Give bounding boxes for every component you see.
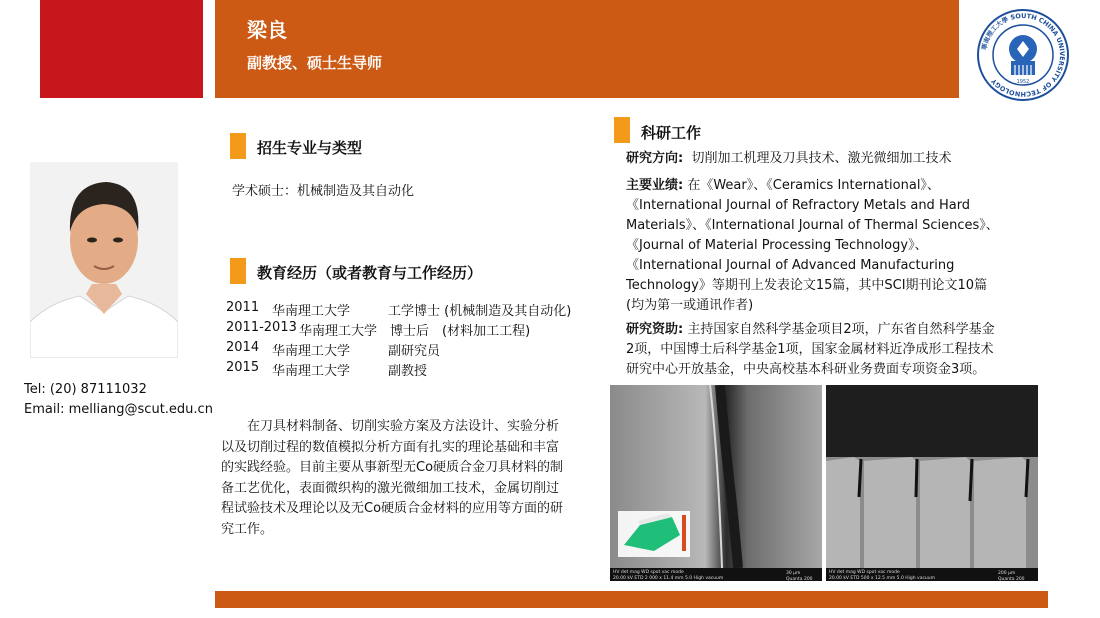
- edu-school: 华南理工大学: [272, 364, 351, 379]
- edu-role: 工学博士 (机械制造及其自动化): [388, 304, 572, 319]
- funding-line: 研究中心开放基金，中央高校基本科研业务费面专项资金3项。: [626, 362, 986, 377]
- sem-info: HV det mag WD spot vac mode: [829, 570, 900, 575]
- sem-info: HV det mag WD spot vac mode: [613, 570, 684, 575]
- admission-text: 学术硕士：机械制造及其自动化: [232, 184, 415, 199]
- funding-label: 研究资助:: [626, 322, 684, 337]
- achievement-line: Technology》等期刊上发表论文15篇，其中SCI期刊论文10篇: [626, 278, 988, 293]
- sem-scale: 30 µm: [786, 571, 801, 576]
- footer-bar: [215, 591, 1048, 608]
- person-name: 梁良: [247, 18, 287, 42]
- sem-image-microgrooves: [826, 385, 1038, 581]
- section-marker: [230, 258, 246, 284]
- profile-photo: [30, 162, 178, 358]
- logo-year: 1952: [1016, 79, 1030, 85]
- edu-year: 2015: [226, 360, 260, 375]
- direction-label: 研究方向:: [626, 151, 684, 166]
- education-heading: 教育经历（或者教育与工作经历）: [257, 264, 483, 282]
- research-funding: [626, 320, 1026, 380]
- achievement-line: Materials》、《International Journal of Thermal Sciences》、: [626, 218, 999, 233]
- funding-line: 2项，中国博士后科学基金1项，国家金属材料近净成形工程技术: [626, 342, 994, 357]
- header-banner: [215, 0, 959, 98]
- edu-school: 华南理工大学: [272, 344, 351, 359]
- research-heading: 科研工作: [641, 124, 702, 142]
- contact-tel: Tel: (20) 87111032: [24, 382, 147, 397]
- person-title: 副教授、硕士生导师: [247, 54, 383, 72]
- admission-heading: 招生专业与类型: [257, 139, 363, 157]
- university-emblem-icon: [977, 9, 1069, 101]
- edu-year: 2014: [226, 340, 260, 355]
- funding-line: 主持国家自然科学基金项目2项，广东省自然科学基金: [687, 322, 995, 337]
- sem-image-groove: [610, 385, 822, 581]
- research-achievements: [626, 176, 1026, 316]
- section-marker: [614, 117, 630, 143]
- edu-role: 副研究员: [388, 344, 441, 359]
- sem-brand: Quanta 200: [786, 577, 813, 581]
- sem-scale: 200 µm: [998, 571, 1016, 576]
- achievement-line: 《International Journal of Refractory Metals and Hard: [626, 198, 971, 213]
- research-direction: [626, 149, 1026, 169]
- sem-info2: 20.00 kV ETD 2 000 x 11.4 mm 5.0 High vacuum: [613, 576, 724, 581]
- edu-school: 华南理工大学: [272, 304, 351, 319]
- edu-role: 副教授: [388, 364, 428, 379]
- edu-role: 博士后 (材料加工工程): [390, 324, 531, 339]
- achievements-label: 主要业绩:: [626, 178, 684, 193]
- section-marker: [230, 133, 246, 159]
- red-accent-block: [40, 0, 203, 98]
- edu-school: 华南理工大学: [299, 324, 378, 339]
- sem-brand: Quanta 200: [998, 577, 1025, 581]
- surface-3d-plot-icon: [618, 511, 690, 557]
- achievement-line: 《Journal of Material Processing Technology》、: [626, 238, 928, 253]
- achievement-line: 《International Journal of Advanced Manufacturing: [626, 258, 955, 273]
- logo-ring-text: 華南理工大學 SOUTH CHINA UNIVERSITY OF TECHNOLOGY: [980, 11, 1067, 99]
- edu-year: 2011-2013: [226, 320, 297, 335]
- edu-year: 2011: [226, 300, 260, 315]
- achievement-line: 在《Wear》、《Ceramics International》、: [687, 178, 940, 193]
- direction-text: 切削加工机理及刀具技术、激光微细加工技术: [691, 151, 952, 166]
- sem-info2: 20.00 kV ETD 500 x 12.5 mm 5.0 High vacuum: [829, 576, 936, 581]
- research-description: 在刀具材料制备、切削实验方案及方法设计、实验分析以及切削过程的数值模拟分析方面有扎实的理论基础和丰富的实践经验。目前主要从事新型无Co硬质合金刀具材料的制备工艺优化，表面微织构的激光微细加工技术，金属切削过程试验技术及理论以及无Co硬质合金材料的应用等方面的研究工作。: [221, 419, 564, 537]
- achievement-line: (均为第一或通讯作者): [626, 298, 754, 313]
- contact-email: Email: melliang@scut.edu.cn: [24, 402, 213, 417]
